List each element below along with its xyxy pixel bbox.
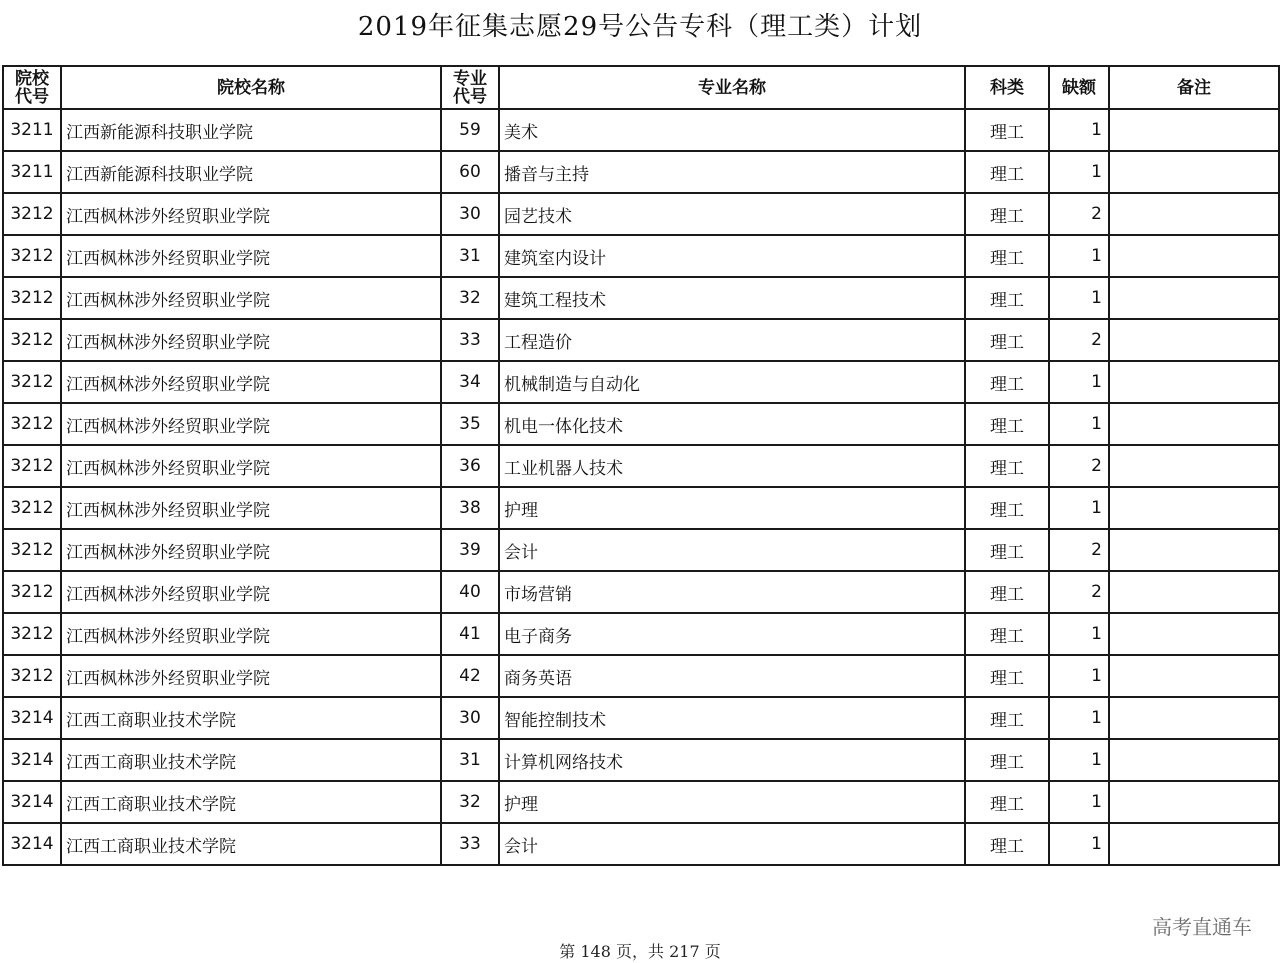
table-header-row (3, 66, 1279, 109)
cell-major-name: 建筑工程技术 (499, 277, 965, 319)
cell-category: 理工 (965, 109, 1049, 151)
cell-major-code: 60 (441, 151, 499, 193)
cell-major-code: 33 (441, 823, 499, 865)
cell-major-code: 35 (441, 403, 499, 445)
cell-vacancies: 1 (1049, 277, 1109, 319)
cell-school-code: 3211 (3, 109, 61, 151)
cell-category: 理工 (965, 319, 1049, 361)
cell-remarks (1109, 571, 1279, 613)
cell-remarks (1109, 781, 1279, 823)
cell-category: 理工 (965, 697, 1049, 739)
cell-vacancies: 1 (1049, 361, 1109, 403)
page-footer: 第 148 页，共 217 页 (559, 942, 721, 961)
cell-school-name: 江西枫林涉外经贸职业学院 (61, 445, 441, 487)
cell-major-code: 59 (441, 109, 499, 151)
cell-major-code: 30 (441, 697, 499, 739)
cell-major-name: 商务英语 (499, 655, 965, 697)
cell-category: 理工 (965, 529, 1049, 571)
cell-vacancies: 1 (1049, 781, 1109, 823)
cell-school-code: 3212 (3, 361, 61, 403)
cell-remarks (1109, 697, 1279, 739)
cell-school-name: 江西新能源科技职业学院 (61, 109, 441, 151)
header-major-code-line1: 专业 (453, 68, 487, 89)
cell-school-code: 3212 (3, 613, 61, 655)
cell-major-code: 36 (441, 445, 499, 487)
cell-remarks (1109, 613, 1279, 655)
cell-school-name: 江西工商职业技术学院 (61, 823, 441, 865)
cell-school-code: 3212 (3, 193, 61, 235)
cell-major-name: 机电一体化技术 (499, 403, 965, 445)
table-row (3, 823, 1279, 865)
cell-school-code: 3212 (3, 529, 61, 571)
cell-school-code: 3214 (3, 781, 61, 823)
cell-vacancies: 1 (1049, 739, 1109, 781)
cell-major-code: 33 (441, 319, 499, 361)
cell-major-name: 护理 (499, 487, 965, 529)
cell-school-code: 3212 (3, 571, 61, 613)
cell-school-name: 江西工商职业技术学院 (61, 781, 441, 823)
header-school-code (3, 66, 61, 109)
cell-school-code: 3211 (3, 151, 61, 193)
cell-remarks (1109, 403, 1279, 445)
cell-school-code: 3212 (3, 403, 61, 445)
cell-school-code: 3214 (3, 823, 61, 865)
cell-major-code: 31 (441, 235, 499, 277)
cell-remarks (1109, 361, 1279, 403)
cell-school-name: 江西枫林涉外经贸职业学院 (61, 655, 441, 697)
cell-major-name: 工业机器人技术 (499, 445, 965, 487)
cell-remarks (1109, 739, 1279, 781)
cell-major-name: 护理 (499, 781, 965, 823)
cell-school-name: 江西枫林涉外经贸职业学院 (61, 403, 441, 445)
cell-remarks (1109, 319, 1279, 361)
cell-category: 理工 (965, 739, 1049, 781)
cell-major-code: 41 (441, 613, 499, 655)
cell-category: 理工 (965, 823, 1049, 865)
cell-major-code: 42 (441, 655, 499, 697)
cell-school-code: 3214 (3, 739, 61, 781)
table-row (3, 151, 1279, 193)
cell-major-name: 计算机网络技术 (499, 739, 965, 781)
cell-remarks (1109, 529, 1279, 571)
cell-school-name: 江西枫林涉外经贸职业学院 (61, 235, 441, 277)
cell-remarks (1109, 277, 1279, 319)
cell-major-code: 40 (441, 571, 499, 613)
cell-school-code: 3212 (3, 487, 61, 529)
table-row (3, 697, 1279, 739)
cell-category: 理工 (965, 403, 1049, 445)
cell-major-code: 30 (441, 193, 499, 235)
cell-category: 理工 (965, 235, 1049, 277)
cell-vacancies: 1 (1049, 151, 1109, 193)
cell-school-code: 3212 (3, 319, 61, 361)
cell-school-name: 江西工商职业技术学院 (61, 697, 441, 739)
watermark: 高考直通车 (1152, 915, 1252, 939)
table-row (3, 361, 1279, 403)
table-row (3, 235, 1279, 277)
cell-vacancies: 1 (1049, 487, 1109, 529)
cell-major-name: 智能控制技术 (499, 697, 965, 739)
cell-category: 理工 (965, 781, 1049, 823)
cell-category: 理工 (965, 655, 1049, 697)
cell-remarks (1109, 235, 1279, 277)
header-major-name: 专业名称 (499, 66, 965, 109)
cell-remarks (1109, 445, 1279, 487)
cell-major-name: 会计 (499, 823, 965, 865)
cell-major-name: 电子商务 (499, 613, 965, 655)
cell-major-code: 34 (441, 361, 499, 403)
enrollment-plan-table (2, 65, 1280, 866)
cell-major-name: 机械制造与自动化 (499, 361, 965, 403)
header-school-code-line2: 代号 (15, 86, 49, 107)
table-row (3, 739, 1279, 781)
page-title: 2019年征集志愿29号公告专科（理工类）计划 (357, 12, 923, 42)
table-row (3, 655, 1279, 697)
cell-major-code: 32 (441, 277, 499, 319)
header-school-code-line1: 院校 (15, 68, 49, 89)
cell-school-name: 江西枫林涉外经贸职业学院 (61, 193, 441, 235)
cell-remarks (1109, 487, 1279, 529)
header-remarks: 备注 (1109, 66, 1279, 109)
cell-category: 理工 (965, 361, 1049, 403)
table-row (3, 193, 1279, 235)
cell-major-code: 38 (441, 487, 499, 529)
table-row (3, 613, 1279, 655)
table-row (3, 445, 1279, 487)
cell-remarks (1109, 655, 1279, 697)
table-row (3, 109, 1279, 151)
table-row (3, 319, 1279, 361)
cell-vacancies: 2 (1049, 445, 1109, 487)
cell-remarks (1109, 193, 1279, 235)
table-row (3, 403, 1279, 445)
cell-vacancies: 2 (1049, 319, 1109, 361)
table-row (3, 529, 1279, 571)
cell-remarks (1109, 151, 1279, 193)
cell-school-name: 江西枫林涉外经贸职业学院 (61, 319, 441, 361)
cell-school-code: 3212 (3, 235, 61, 277)
table-row (3, 487, 1279, 529)
cell-category: 理工 (965, 613, 1049, 655)
cell-school-name: 江西枫林涉外经贸职业学院 (61, 277, 441, 319)
cell-major-code: 39 (441, 529, 499, 571)
cell-school-name: 江西工商职业技术学院 (61, 739, 441, 781)
cell-vacancies: 1 (1049, 823, 1109, 865)
table-row (3, 571, 1279, 613)
table-row (3, 277, 1279, 319)
cell-school-name: 江西枫林涉外经贸职业学院 (61, 571, 441, 613)
header-school-name: 院校名称 (61, 66, 441, 109)
cell-vacancies: 1 (1049, 613, 1109, 655)
cell-vacancies: 1 (1049, 235, 1109, 277)
cell-remarks (1109, 823, 1279, 865)
cell-vacancies: 1 (1049, 109, 1109, 151)
cell-category: 理工 (965, 277, 1049, 319)
cell-category: 理工 (965, 487, 1049, 529)
cell-school-code: 3212 (3, 655, 61, 697)
cell-school-code: 3212 (3, 445, 61, 487)
table-row (3, 781, 1279, 823)
cell-school-code: 3212 (3, 277, 61, 319)
cell-school-name: 江西枫林涉外经贸职业学院 (61, 487, 441, 529)
header-vacancies: 缺额 (1049, 66, 1109, 109)
cell-school-code: 3214 (3, 697, 61, 739)
table-body (3, 109, 1279, 865)
cell-vacancies: 2 (1049, 529, 1109, 571)
header-major-code (441, 66, 499, 109)
header-category: 科类 (965, 66, 1049, 109)
cell-major-name: 工程造价 (499, 319, 965, 361)
cell-major-name: 市场营销 (499, 571, 965, 613)
cell-major-name: 建筑室内设计 (499, 235, 965, 277)
cell-major-name: 会计 (499, 529, 965, 571)
cell-category: 理工 (965, 571, 1049, 613)
cell-vacancies: 1 (1049, 697, 1109, 739)
cell-category: 理工 (965, 193, 1049, 235)
cell-major-code: 32 (441, 781, 499, 823)
cell-major-name: 园艺技术 (499, 193, 965, 235)
cell-major-name: 美术 (499, 109, 965, 151)
cell-vacancies: 2 (1049, 571, 1109, 613)
cell-major-name: 播音与主持 (499, 151, 965, 193)
cell-category: 理工 (965, 151, 1049, 193)
cell-vacancies: 2 (1049, 193, 1109, 235)
cell-category: 理工 (965, 445, 1049, 487)
cell-school-name: 江西枫林涉外经贸职业学院 (61, 613, 441, 655)
cell-remarks (1109, 109, 1279, 151)
cell-vacancies: 1 (1049, 655, 1109, 697)
cell-school-name: 江西枫林涉外经贸职业学院 (61, 361, 441, 403)
header-major-code-line2: 代号 (453, 86, 487, 107)
cell-school-name: 江西枫林涉外经贸职业学院 (61, 529, 441, 571)
cell-major-code: 31 (441, 739, 499, 781)
cell-vacancies: 1 (1049, 403, 1109, 445)
cell-school-name: 江西新能源科技职业学院 (61, 151, 441, 193)
